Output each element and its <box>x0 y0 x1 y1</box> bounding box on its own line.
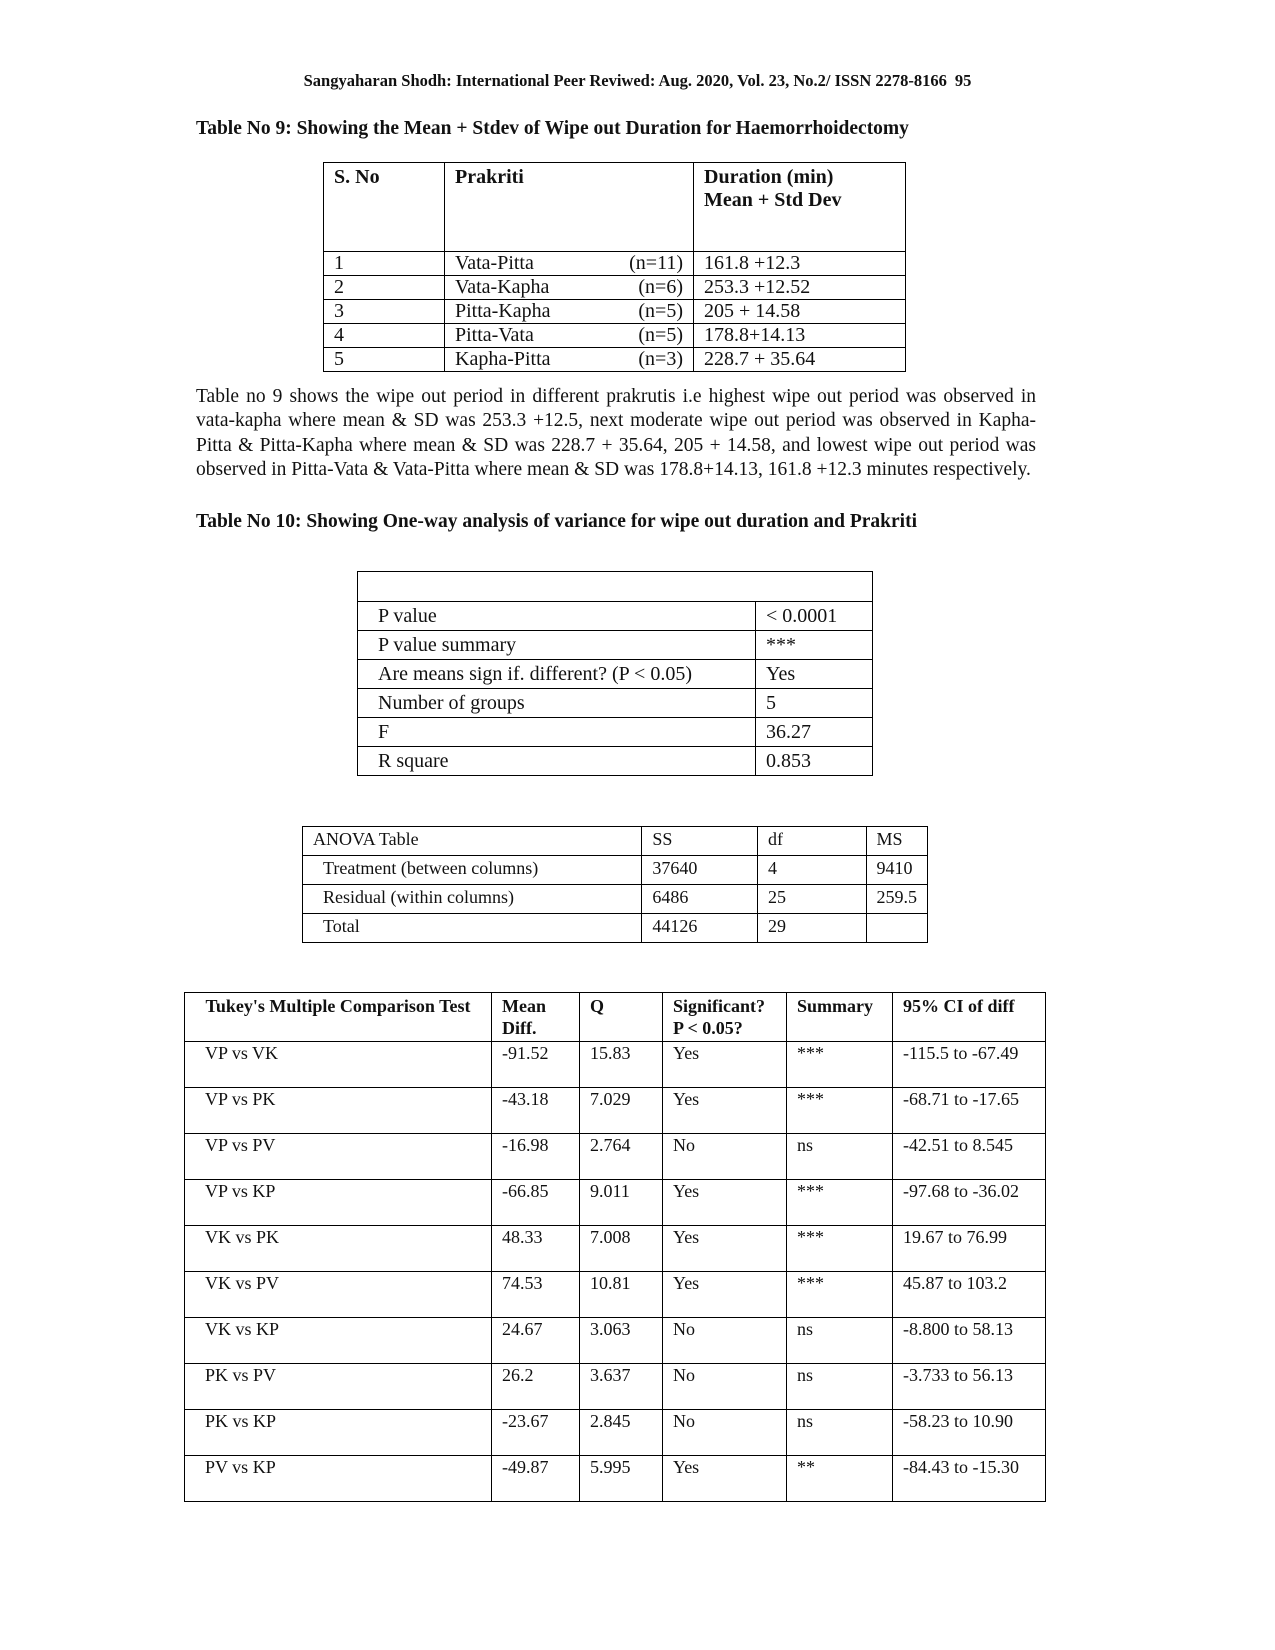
tukey-cell: -66.85 <box>492 1180 580 1226</box>
table9-prakriti-name: Vata-Kapha <box>455 276 550 298</box>
table9-sample-size: (n=6) <box>638 276 683 298</box>
table9-sno-cell: 2 <box>324 276 445 300</box>
table9-prakriti-cell <box>445 300 694 324</box>
tukey-cell: 3.063 <box>580 1318 663 1364</box>
table10-label-cell: P value summary <box>358 631 756 660</box>
anova-cell: 37640 <box>642 856 758 885</box>
tukey-cell: 3.637 <box>580 1364 663 1410</box>
tukey-header-cell: Q <box>580 993 663 1042</box>
anova-table <box>302 826 928 943</box>
anova-row <box>303 885 928 914</box>
tukey-cell: ns <box>787 1318 893 1364</box>
tukey-cell: -68.71 to -17.65 <box>893 1088 1046 1134</box>
table9-header-duration-line1: Duration (min) <box>704 166 834 188</box>
table10-value-cell: 5 <box>756 689 873 718</box>
table9-prakriti-cell <box>445 276 694 300</box>
table9-sample-size: (n=11) <box>629 252 683 274</box>
tukey-cell: Yes <box>663 1042 787 1088</box>
table9-sno-cell: 4 <box>324 324 445 348</box>
table9-value-cell: 228.7 + 35.64 <box>694 348 906 372</box>
table9-sno-cell: 3 <box>324 300 445 324</box>
table9-prakriti-cell <box>445 324 694 348</box>
tukey-cell: -115.5 to -67.49 <box>893 1042 1046 1088</box>
table9-sample-size: (n=3) <box>638 348 683 370</box>
tukey-cell: No <box>663 1364 787 1410</box>
tukey-row <box>185 1180 1046 1226</box>
tukey-table-body <box>185 1042 1046 1502</box>
table10-row <box>358 689 873 718</box>
tukey-cell: 7.029 <box>580 1088 663 1134</box>
table9-row <box>324 252 906 276</box>
tukey-cell: PK vs KP <box>185 1410 492 1456</box>
tukey-row <box>185 1456 1046 1502</box>
table9-prakriti-cell <box>445 252 694 276</box>
anova-header-cell: ANOVA Table <box>303 827 642 856</box>
tukey-cell: Yes <box>663 1088 787 1134</box>
tukey-table <box>184 992 1046 1502</box>
anova-header-cell: df <box>757 827 866 856</box>
table10-value-cell: < 0.0001 <box>756 602 873 631</box>
table10-body <box>358 572 873 776</box>
table9-row <box>324 348 906 372</box>
tukey-cell: -8.800 to 58.13 <box>893 1318 1046 1364</box>
tukey-cell: 9.011 <box>580 1180 663 1226</box>
table9-body <box>324 252 906 372</box>
tukey-cell: ** <box>787 1456 893 1502</box>
tukey-cell: VK vs PV <box>185 1272 492 1318</box>
tukey-cell: Yes <box>663 1272 787 1318</box>
tukey-row <box>185 1364 1046 1410</box>
tukey-cell: 24.67 <box>492 1318 580 1364</box>
tukey-cell: VP vs KP <box>185 1180 492 1226</box>
anova-cell <box>866 914 928 943</box>
anova-cell: 44126 <box>642 914 758 943</box>
tukey-cell: -84.43 to -15.30 <box>893 1456 1046 1502</box>
anova-table-body <box>303 827 928 943</box>
tukey-cell: ns <box>787 1364 893 1410</box>
anova-cell: 4 <box>757 856 866 885</box>
table10-label-cell: Are means sign if. different? (P < 0.05) <box>358 660 756 689</box>
tukey-cell: 2.764 <box>580 1134 663 1180</box>
tukey-header-cell: Summary <box>787 993 893 1042</box>
table10-row <box>358 718 873 747</box>
table9-header-duration-line2: Mean + Std Dev <box>704 189 842 211</box>
table10-row <box>358 660 873 689</box>
anova-header-cell: SS <box>642 827 758 856</box>
tukey-cell: *** <box>787 1180 893 1226</box>
tukey-cell: 19.67 to 76.99 <box>893 1226 1046 1272</box>
tukey-cell: *** <box>787 1226 893 1272</box>
tukey-cell: ns <box>787 1134 893 1180</box>
tukey-cell: VK vs KP <box>185 1318 492 1364</box>
tukey-cell: 2.845 <box>580 1410 663 1456</box>
tukey-cell: -43.18 <box>492 1088 580 1134</box>
tukey-header-cell: Tukey's Multiple Comparison Test <box>185 993 492 1042</box>
tukey-row <box>185 1042 1046 1088</box>
tukey-cell: 48.33 <box>492 1226 580 1272</box>
tukey-cell: VP vs PK <box>185 1088 492 1134</box>
tukey-cell: Yes <box>663 1456 787 1502</box>
running-header <box>0 71 1275 91</box>
tukey-row <box>185 1134 1046 1180</box>
table10-row <box>358 631 873 660</box>
table9 <box>323 162 906 372</box>
tukey-cell: No <box>663 1410 787 1456</box>
table10-blank-cell <box>358 572 873 602</box>
tukey-cell: 15.83 <box>580 1042 663 1088</box>
journal-header-text: Sangyaharan Shodh: International Peer Reviwed: Aug. 2020, Vol. 23, No.2/ ISSN 2278-8166 <box>303 71 947 90</box>
tukey-cell: No <box>663 1134 787 1180</box>
tukey-row <box>185 1272 1046 1318</box>
table9-value-cell: 178.8+14.13 <box>694 324 906 348</box>
tukey-header-cell: Significant? P < 0.05? <box>663 993 787 1042</box>
table9-sample-size: (n=5) <box>638 324 683 346</box>
anova-cell: 259.5 <box>866 885 928 914</box>
tukey-cell: -91.52 <box>492 1042 580 1088</box>
table9-caption: Table No 9: Showing the Mean + Stdev of Wipe out Duration for Haemorrhoidectomy <box>196 118 909 139</box>
tukey-cell: No <box>663 1318 787 1364</box>
table9-prakriti-name: Vata-Pitta <box>455 252 534 274</box>
tukey-cell: -58.23 to 10.90 <box>893 1410 1046 1456</box>
table10-label-cell: P value <box>358 602 756 631</box>
anova-header-row <box>303 827 928 856</box>
tukey-cell: Yes <box>663 1180 787 1226</box>
tukey-cell: 74.53 <box>492 1272 580 1318</box>
table10-value-cell: 0.853 <box>756 747 873 776</box>
table10-label-cell: F <box>358 718 756 747</box>
table9-value-cell: 253.3 +12.52 <box>694 276 906 300</box>
anova-header-cell: MS <box>866 827 928 856</box>
table10-value-cell: *** <box>756 631 873 660</box>
tukey-cell: 5.995 <box>580 1456 663 1502</box>
tukey-cell: ns <box>787 1410 893 1456</box>
table10-row <box>358 747 873 776</box>
table10-row <box>358 602 873 631</box>
table9-sample-size: (n=5) <box>638 300 683 322</box>
tukey-cell: -23.67 <box>492 1410 580 1456</box>
tukey-cell: PK vs PV <box>185 1364 492 1410</box>
tukey-cell: 7.008 <box>580 1226 663 1272</box>
table10-value-cell: Yes <box>756 660 873 689</box>
table9-header-sno: S. No <box>324 163 445 252</box>
table9-prakriti-name: Pitta-Vata <box>455 324 534 346</box>
tukey-cell: *** <box>787 1042 893 1088</box>
anova-cell: Total <box>303 914 642 943</box>
table9-prakriti-name: Pitta-Kapha <box>455 300 551 322</box>
anova-cell: Treatment (between columns) <box>303 856 642 885</box>
tukey-cell: Yes <box>663 1226 787 1272</box>
tukey-cell: -16.98 <box>492 1134 580 1180</box>
table9-header-row <box>324 163 906 252</box>
page-number: 95 <box>954 71 972 90</box>
table9-row <box>324 276 906 300</box>
table10-blank-row <box>358 572 873 602</box>
table10-caption: Table No 10: Showing One-way analysis of variance for wipe out duration and Prakriti <box>196 511 918 532</box>
table10-value-cell: 36.27 <box>756 718 873 747</box>
anova-row <box>303 856 928 885</box>
table9-prakriti-name: Kapha-Pitta <box>455 348 551 370</box>
tukey-cell: VK vs PK <box>185 1226 492 1272</box>
tukey-cell: VP vs PV <box>185 1134 492 1180</box>
tukey-cell: 26.2 <box>492 1364 580 1410</box>
anova-row <box>303 914 928 943</box>
tukey-row <box>185 1088 1046 1134</box>
tukey-cell: 45.87 to 103.2 <box>893 1272 1046 1318</box>
anova-cell: 25 <box>757 885 866 914</box>
table9-header-prakriti: Prakriti <box>445 163 694 252</box>
tukey-cell: -49.87 <box>492 1456 580 1502</box>
anova-cell: 29 <box>757 914 866 943</box>
tukey-cell: -3.733 to 56.13 <box>893 1364 1046 1410</box>
table10 <box>357 571 873 776</box>
tukey-header-cell: Mean Diff. <box>492 993 580 1042</box>
results-paragraph: Table no 9 shows the wipe out period in different prakrutis i.e highest wipe out period was observed in vata-kapha where mean & SD was 253.3 +12.5, next moderate wipe out period was observed in Kapha-Pitta & Pitta-Kapha where mean & SD was 228.7 + 35.64, 205 + 14.58, and lowest wipe out period was observed in Pitta-Vata & Vata-Pitta where mean & SD was 178.8+14.13, 161.8 +12.3 minutes respectively. <box>196 386 1036 480</box>
table9-sno-cell: 5 <box>324 348 445 372</box>
anova-cell: 6486 <box>642 885 758 914</box>
tukey-cell: -42.51 to 8.545 <box>893 1134 1046 1180</box>
tukey-cell: 10.81 <box>580 1272 663 1318</box>
anova-cell: Residual (within columns) <box>303 885 642 914</box>
table9-row <box>324 324 906 348</box>
tukey-cell: -97.68 to -36.02 <box>893 1180 1046 1226</box>
tukey-row <box>185 1410 1046 1456</box>
tukey-cell: VP vs VK <box>185 1042 492 1088</box>
table10-label-cell: Number of groups <box>358 689 756 718</box>
tukey-row <box>185 1318 1046 1364</box>
tukey-header-cell: 95% CI of diff <box>893 993 1046 1042</box>
tukey-cell: *** <box>787 1088 893 1134</box>
tukey-cell: *** <box>787 1272 893 1318</box>
tukey-header-row <box>185 993 1046 1042</box>
table9-header-duration <box>694 163 906 252</box>
table9-sno-cell: 1 <box>324 252 445 276</box>
table10-label-cell: R square <box>358 747 756 776</box>
tukey-cell: PV vs KP <box>185 1456 492 1502</box>
tukey-row <box>185 1226 1046 1272</box>
anova-cell: 9410 <box>866 856 928 885</box>
table9-value-cell: 205 + 14.58 <box>694 300 906 324</box>
table9-row <box>324 300 906 324</box>
table9-value-cell: 161.8 +12.3 <box>694 252 906 276</box>
table9-prakriti-cell <box>445 348 694 372</box>
